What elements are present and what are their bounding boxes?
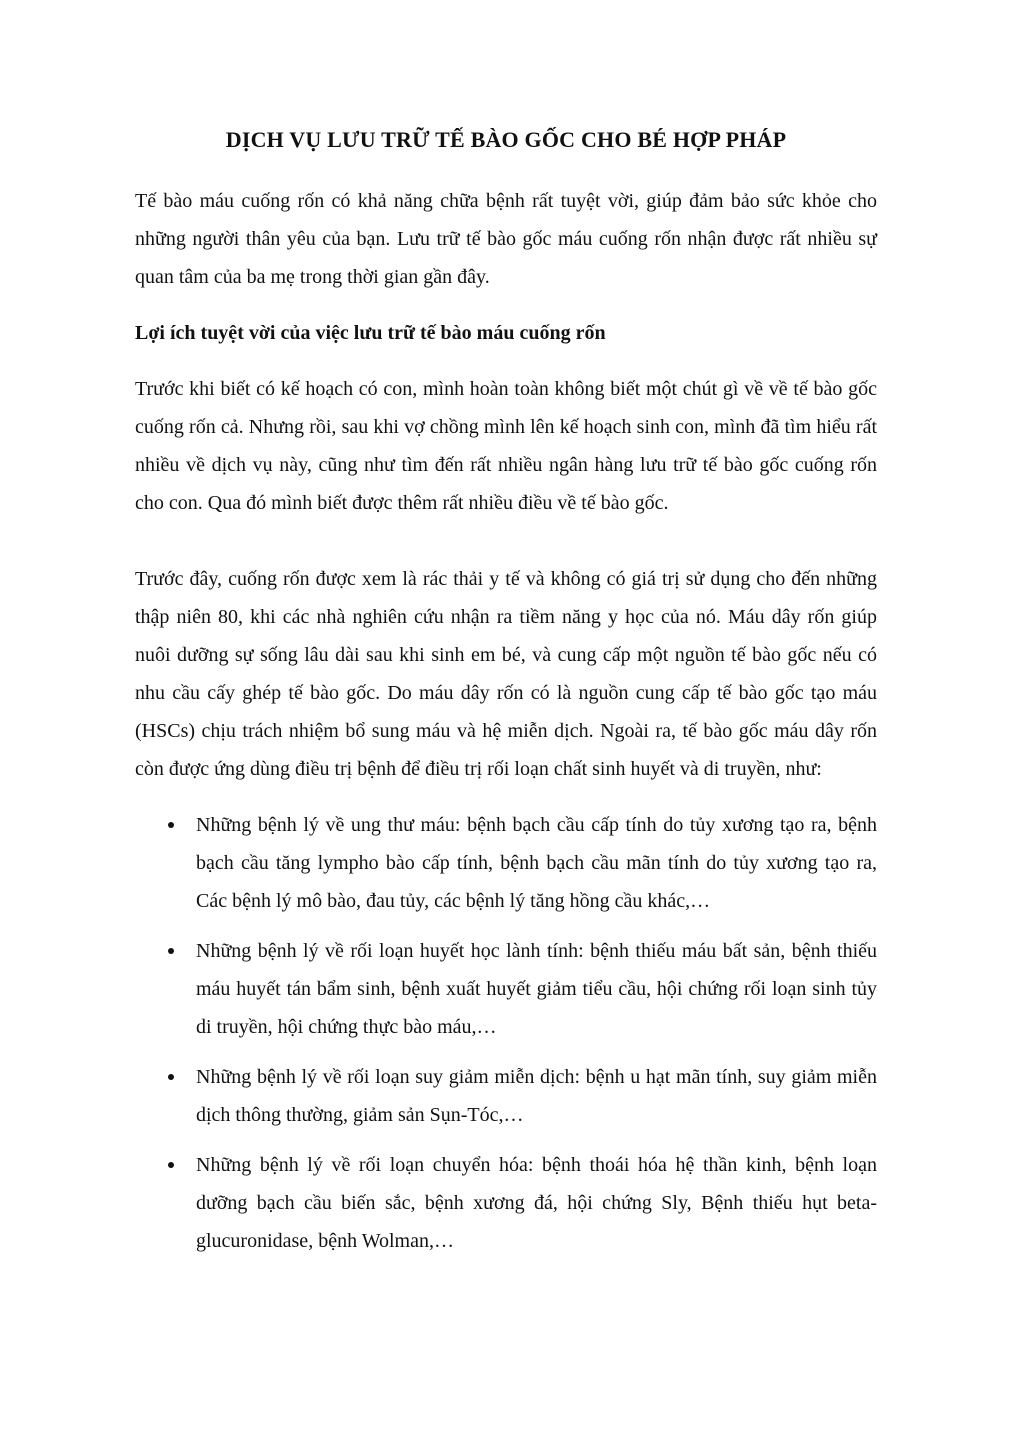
document-page xyxy=(135,120,877,1272)
bullet-icon xyxy=(168,1074,174,1080)
bullet-icon xyxy=(168,1162,174,1168)
body-paragraph-1: Trước khi biết có kế hoạch có con, mình hoàn toàn không biết một chút gì về về tế bào gốc cuống rốn cả. Nhưng rồi, sau khi vợ chồng mình lên kế hoạch sinh con, mình đã tìm hiểu rất nhiều về dịch vụ này, cũng như tìm đến rất nhiều ngân hàng lưu trữ tế bào gốc cuống rốn cho con. Qua đó mình biết được thêm rất nhiều điều về tế bào gốc. xyxy=(135,378,877,514)
disease-list xyxy=(135,806,877,1260)
bullet-icon xyxy=(168,822,174,828)
body-paragraph-2: Trước đây, cuống rốn được xem là rác thải y tế và không có giá trị sử dụng cho đến những thập niên 80, khi các nhà nghiên cứu nhận ra tiềm năng y học của nó. Máu dây rốn giúp nuôi dưỡng sự sống lâu dài sau khi sinh em bé, và cung cấp một nguồn tế bào gốc nếu có nhu cầu cấy ghép tế bào gốc. Do máu dây rốn có là nguồn cung cấp tế bào gốc tạo máu (HSCs) chịu trách nhiệm bổ sung máu và hệ miễn dịch. Ngoài ra, tế bào gốc máu dây rốn còn được ứng dùng điều trị bệnh để điều trị rối loạn chất sinh huyết và di truyền, như: xyxy=(135,568,877,780)
list-item xyxy=(135,932,877,1046)
list-item xyxy=(135,806,877,920)
section-heading: Lợi ích tuyệt vời của việc lưu trữ tế bào máu cuống rốn xyxy=(135,322,606,344)
intro-paragraph: Tế bào máu cuống rốn có khả năng chữa bệnh rất tuyệt vời, giúp đảm bảo sức khỏe cho những người thân yêu của bạn. Lưu trữ tế bào gốc máu cuống rốn nhận được rất nhiều sự quan tâm của ba mẹ trong thời gian gần đây. xyxy=(135,190,877,288)
list-item xyxy=(135,1058,877,1134)
list-item-text: Những bệnh lý về ung thư máu: bệnh bạch cầu cấp tính do tủy xương tạo ra, bệnh bạch cầu tăng lympho bào cấp tính, bệnh bạch cầu mãn tính do tủy xương tạo ra, Các bệnh lý mô bào, đau tủy, các bệnh lý tăng hồng cầu khác,… xyxy=(196,814,877,912)
list-item-text: Những bệnh lý về rối loạn suy giảm miễn dịch: bệnh u hạt mãn tính, suy giảm miễn dịch thông thường, giảm sản Sụn-Tóc,… xyxy=(196,1066,877,1126)
list-item xyxy=(135,1146,877,1260)
bullet-icon xyxy=(168,948,174,954)
document-title: DỊCH VỤ LƯU TRỮ TẾ BÀO GỐC CHO BÉ HỢP PHÁP xyxy=(225,127,787,152)
list-item-text: Những bệnh lý về rối loạn huyết học lành tính: bệnh thiếu máu bất sản, bệnh thiếu máu huyết tán bẩm sinh, bệnh xuất huyết giảm tiểu cầu, hội chứng rối loạn sinh tủy di truyền, hội chứng thực bào máu,… xyxy=(196,940,877,1038)
list-item-text: Những bệnh lý về rối loạn chuyển hóa: bệnh thoái hóa hệ thần kinh, bệnh loạn dưỡng bạch cầu biến sắc, bệnh xương đá, hội chứng Sly, Bệnh thiếu hụt beta-glucuronidase, bệnh Wolman,… xyxy=(196,1154,877,1252)
